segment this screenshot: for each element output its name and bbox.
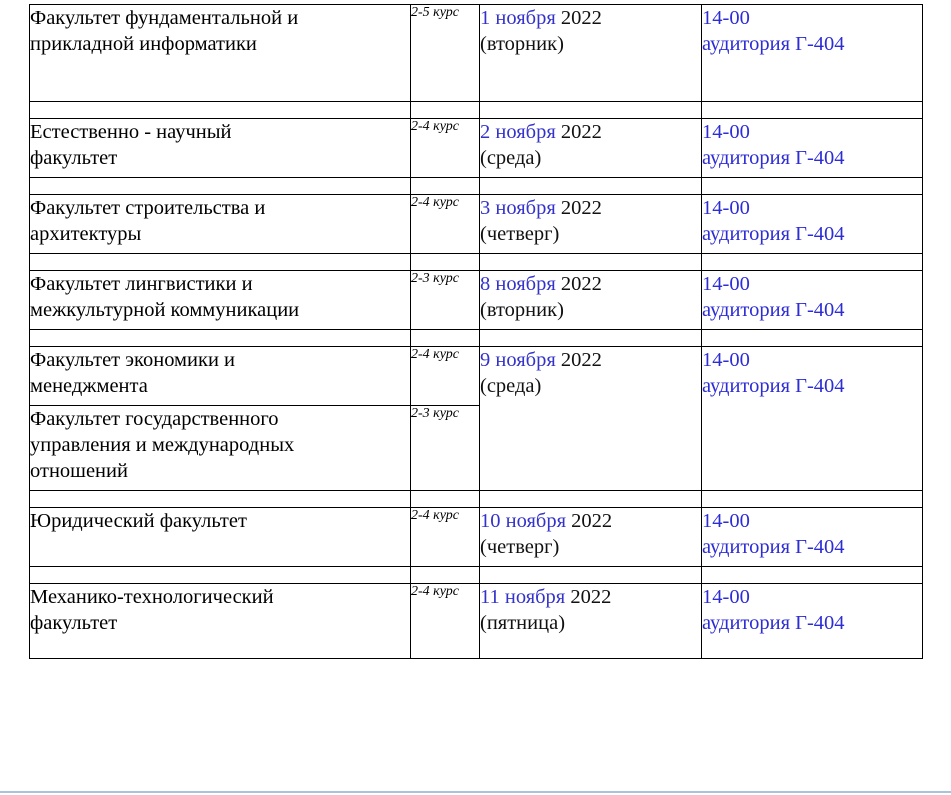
time-value: 14-00 xyxy=(702,121,750,143)
spacer-cell xyxy=(30,491,411,508)
spacer-cell xyxy=(480,178,702,195)
spacer-cell xyxy=(702,330,923,347)
spacer-cell xyxy=(480,567,702,584)
spacer-cell xyxy=(480,102,702,119)
spacer-cell xyxy=(702,491,923,508)
room-value: аудитория Г-404 xyxy=(702,299,845,321)
room-value: аудитория Г-404 xyxy=(702,375,845,397)
date-weekday: (среда) xyxy=(480,375,542,397)
date-weekday: (четверг) xyxy=(480,223,560,245)
course-cell xyxy=(411,347,480,406)
spacer-cell xyxy=(702,254,923,271)
spacer-row xyxy=(30,330,923,347)
place-cell xyxy=(702,119,923,178)
faculty-cell xyxy=(30,347,411,406)
faculty-line: архитектуры xyxy=(30,223,142,245)
faculty-cell xyxy=(30,406,411,491)
faculty-cell xyxy=(30,271,411,330)
place-cell xyxy=(702,508,923,567)
date-cell xyxy=(480,5,702,102)
spacer-cell xyxy=(480,491,702,508)
spacer-cell xyxy=(702,567,923,584)
course-word: курс xyxy=(433,271,459,286)
date-weekday: (четверг) xyxy=(480,536,560,558)
room-value: аудитория Г-404 xyxy=(702,612,845,634)
faculty-cell xyxy=(30,508,411,567)
course-range: 2-4 xyxy=(411,584,430,599)
date-cell xyxy=(480,195,702,254)
course-word: курс xyxy=(433,195,459,210)
date-cell xyxy=(480,508,702,567)
faculty-cell xyxy=(30,584,411,659)
date-line xyxy=(480,271,701,297)
date-line xyxy=(480,584,701,610)
spacer-cell xyxy=(30,254,411,271)
footer-divider xyxy=(0,791,951,793)
faculty-line: Юридический факультет xyxy=(30,510,247,532)
spacer-cell xyxy=(480,254,702,271)
course-cell xyxy=(411,195,480,254)
spacer-cell xyxy=(411,178,480,195)
date-day: 1 ноября xyxy=(480,7,556,29)
time-value: 14-00 xyxy=(702,197,750,219)
date-day: 11 ноября xyxy=(480,586,566,608)
course-word: курс xyxy=(433,584,459,599)
course-range: 2-3 xyxy=(411,271,430,286)
spacer-cell xyxy=(30,178,411,195)
spacer-row xyxy=(30,491,923,508)
date-year: 2022 xyxy=(560,349,602,371)
faculty-line: межкультурной коммуникации xyxy=(30,299,300,321)
faculty-line: Факультет государственного xyxy=(30,408,279,430)
room-value: аудитория Г-404 xyxy=(702,33,845,55)
table-row xyxy=(30,584,923,659)
course-word: курс xyxy=(433,5,459,20)
date-cell xyxy=(480,347,702,491)
date-year: 2022 xyxy=(571,510,613,532)
time-value: 14-00 xyxy=(702,586,750,608)
course-range: 2-3 xyxy=(411,406,430,421)
course-cell xyxy=(411,119,480,178)
date-day: 8 ноября xyxy=(480,273,556,295)
course-range: 2-4 xyxy=(411,508,430,523)
spacer-cell xyxy=(411,102,480,119)
date-line xyxy=(480,5,701,31)
date-day: 2 ноября xyxy=(480,121,556,143)
table-row xyxy=(30,347,923,406)
date-day: 10 ноября xyxy=(480,510,566,532)
time-value: 14-00 xyxy=(702,7,750,29)
course-word: курс xyxy=(433,508,459,523)
time-value: 14-00 xyxy=(702,510,750,532)
spacer-cell xyxy=(411,254,480,271)
date-line xyxy=(480,119,701,145)
course-range: 2-4 xyxy=(411,347,430,362)
faculty-line: факультет xyxy=(30,612,118,634)
table-row xyxy=(30,271,923,330)
faculty-line: Естественно - научный xyxy=(30,121,232,143)
document-page xyxy=(0,4,951,795)
course-word: курс xyxy=(433,119,459,134)
date-cell xyxy=(480,271,702,330)
date-line xyxy=(480,347,701,373)
course-word: курс xyxy=(433,406,459,421)
faculty-cell xyxy=(30,119,411,178)
course-cell xyxy=(411,584,480,659)
date-cell xyxy=(480,119,702,178)
schedule-table xyxy=(29,4,923,659)
faculty-line: управления и международных xyxy=(30,434,295,456)
time-value: 14-00 xyxy=(702,349,750,371)
spacer-row xyxy=(30,254,923,271)
date-day: 3 ноября xyxy=(480,197,556,219)
date-weekday: (вторник) xyxy=(480,299,564,321)
spacer-cell xyxy=(30,102,411,119)
spacer-row xyxy=(30,567,923,584)
date-weekday: (среда) xyxy=(480,147,542,169)
faculty-line: Факультет фундаментальной и xyxy=(30,7,299,29)
date-line xyxy=(480,508,701,534)
place-cell xyxy=(702,271,923,330)
faculty-line: менеджмента xyxy=(30,375,148,397)
place-cell xyxy=(702,584,923,659)
spacer-cell xyxy=(411,567,480,584)
course-range: 2-4 xyxy=(411,119,430,134)
room-value: аудитория Г-404 xyxy=(702,536,845,558)
spacer-cell xyxy=(411,491,480,508)
spacer-cell xyxy=(702,178,923,195)
spacer-row xyxy=(30,102,923,119)
faculty-line: прикладной информатики xyxy=(30,33,257,55)
spacer-cell xyxy=(702,102,923,119)
date-cell xyxy=(480,584,702,659)
faculty-line: Факультет экономики и xyxy=(30,349,236,371)
date-weekday: (пятница) xyxy=(480,612,566,634)
table-row xyxy=(30,195,923,254)
faculty-line: Факультет строительства и xyxy=(30,197,266,219)
table-row xyxy=(30,119,923,178)
course-range: 2-4 xyxy=(411,195,430,210)
spacer-row xyxy=(30,178,923,195)
date-year: 2022 xyxy=(560,7,602,29)
date-line xyxy=(480,195,701,221)
course-word: курс xyxy=(433,347,459,362)
time-value: 14-00 xyxy=(702,273,750,295)
date-weekday: (вторник) xyxy=(480,33,564,55)
table-row xyxy=(30,508,923,567)
room-value: аудитория Г-404 xyxy=(702,223,845,245)
spacer-cell xyxy=(30,330,411,347)
date-year: 2022 xyxy=(560,197,602,219)
date-year: 2022 xyxy=(560,121,602,143)
faculty-cell xyxy=(30,5,411,102)
course-range: 2-5 xyxy=(411,5,430,20)
faculty-cell xyxy=(30,195,411,254)
date-day: 9 ноября xyxy=(480,349,556,371)
course-cell xyxy=(411,508,480,567)
faculty-line: отношений xyxy=(30,460,128,482)
room-value: аудитория Г-404 xyxy=(702,147,845,169)
place-cell xyxy=(702,195,923,254)
spacer-cell xyxy=(411,330,480,347)
date-year: 2022 xyxy=(560,273,602,295)
place-cell xyxy=(702,5,923,102)
course-cell xyxy=(411,5,480,102)
date-year: 2022 xyxy=(570,586,612,608)
spacer-cell xyxy=(30,567,411,584)
course-cell xyxy=(411,271,480,330)
course-cell xyxy=(411,406,480,491)
table-row xyxy=(30,5,923,102)
faculty-line: Факультет лингвистики и xyxy=(30,273,253,295)
faculty-line: Механико-технологический xyxy=(30,586,274,608)
spacer-cell xyxy=(480,330,702,347)
faculty-line: факультет xyxy=(30,147,118,169)
place-cell xyxy=(702,347,923,491)
